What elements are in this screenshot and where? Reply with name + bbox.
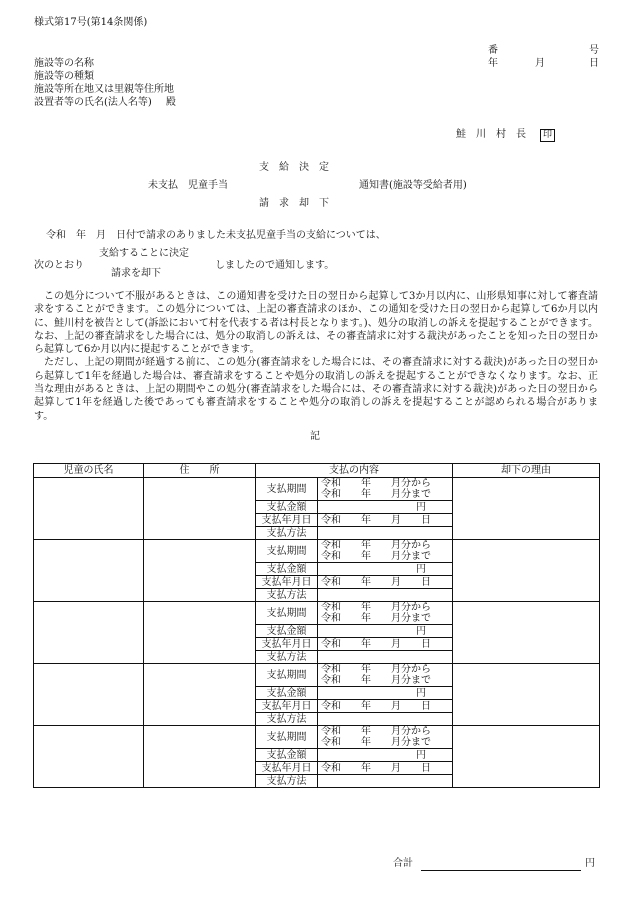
period-to: 令和 年 月分まで <box>321 551 431 562</box>
amount-value[interactable] <box>318 687 453 700</box>
issuer-name: 鮭 川 村 長 <box>456 129 526 140</box>
day-label: 日 <box>589 58 599 69</box>
date-value[interactable]: 令和 年 月 日 <box>318 638 453 651</box>
intro-suffix: しましたので通知します。 <box>215 260 335 271</box>
rejection-reason-cell[interactable] <box>453 478 600 540</box>
period-to: 令和 年 月分まで <box>321 489 431 500</box>
date-value[interactable]: 令和 年 月 日 <box>318 576 453 589</box>
period-label: 支払期間 <box>256 726 318 749</box>
method-value[interactable] <box>318 527 453 540</box>
title-right: 通知書(施設等受給者用) <box>359 180 467 191</box>
amount-unit: 円 <box>416 501 426 513</box>
title-left: 未支払 児童手当 <box>148 180 228 191</box>
date-label: 支払年月日 <box>256 576 318 589</box>
table-row <box>34 540 600 563</box>
amount-unit: 円 <box>416 687 426 699</box>
total-row <box>393 858 595 871</box>
intro-option-1: 支給することに決定 <box>99 248 189 259</box>
period-from: 令和 年 月分から <box>321 602 431 613</box>
total-label: 合計 <box>393 858 413 869</box>
address-cell[interactable] <box>144 602 256 664</box>
period-to: 令和 年 月分まで <box>321 613 431 624</box>
amount-unit: 円 <box>416 625 426 637</box>
address-cell[interactable] <box>144 478 256 540</box>
addressee-line-4 <box>34 97 176 110</box>
amount-value[interactable] <box>318 749 453 762</box>
table-body <box>34 478 600 788</box>
period-value[interactable] <box>318 726 453 749</box>
addressee-line-3: 施設等所在地又は里親等住所地 <box>34 84 174 95</box>
method-label: 支払方法 <box>256 775 318 788</box>
amount-value[interactable] <box>318 501 453 514</box>
rejection-reason-cell[interactable] <box>453 540 600 602</box>
child-name-cell[interactable] <box>34 664 144 726</box>
date-value[interactable]: 令和 年 月 日 <box>318 762 453 775</box>
total-input-line[interactable] <box>421 859 581 871</box>
rejection-reason-cell[interactable] <box>453 602 600 664</box>
period-value[interactable] <box>318 540 453 563</box>
date-label: 支払年月日 <box>256 514 318 527</box>
month-label: 月 <box>535 58 545 69</box>
period-from: 令和 年 月分から <box>321 540 431 551</box>
amount-label: 支払金額 <box>256 625 318 638</box>
appeal-notice <box>34 290 598 423</box>
amount-unit: 円 <box>416 563 426 575</box>
method-label: 支払方法 <box>256 527 318 540</box>
title-top: 支 給 決 定 <box>259 162 329 173</box>
date-value[interactable]: 令和 年 月 日 <box>318 514 453 527</box>
method-value[interactable] <box>318 713 453 726</box>
seal-stamp: 印 <box>540 129 555 142</box>
address-cell[interactable] <box>144 664 256 726</box>
amount-label: 支払金額 <box>256 687 318 700</box>
form-number: 様式第17号(第14条関係) <box>34 17 148 28</box>
ki-label: 記 <box>310 431 320 442</box>
period-value[interactable] <box>318 664 453 687</box>
ban-label: 番 <box>488 45 498 56</box>
table-row <box>34 602 600 625</box>
amount-value[interactable] <box>318 625 453 638</box>
intro-prefix: 次のとおり <box>34 260 84 271</box>
period-from: 令和 年 月分から <box>321 664 431 675</box>
method-value[interactable] <box>318 589 453 602</box>
table-row <box>34 664 600 687</box>
table-row <box>34 726 600 749</box>
period-from: 令和 年 月分から <box>321 478 431 489</box>
child-name-cell[interactable] <box>34 726 144 788</box>
amount-label: 支払金額 <box>256 749 318 762</box>
method-value[interactable] <box>318 651 453 664</box>
issuer <box>456 129 555 142</box>
addressee-line-2: 施設等の種類 <box>34 71 94 82</box>
period-from: 令和 年 月分から <box>321 726 431 737</box>
year-label: 年 <box>488 58 498 69</box>
date-value[interactable]: 令和 年 月 日 <box>318 700 453 713</box>
appeal-paragraph-2: ただし、上記の期間が経過する前に、この処分(審査請求をした場合には、その審査請求に対する裁決)があった日の翌日から起算して1年を経過した場合は、審査請求をすることや処分の取消しの訴えを提起することができなくなります。なお、正当な理由があるときは、上記の期間やこの処分(審査請求をした場合には、その審査請求に対する裁決)があった日の翌日から起算して1年を経過した後であっても審査請求をすることや処分の取消しの訴えを提起することが認められる場合があります。 <box>34 357 598 422</box>
table-header-row <box>34 464 600 478</box>
period-value[interactable] <box>318 478 453 501</box>
amount-unit: 円 <box>416 749 426 761</box>
period-label: 支払期間 <box>256 664 318 687</box>
header-address: 住 所 <box>144 464 256 478</box>
header-payment-content: 支払の内容 <box>256 464 453 478</box>
honorific: 殿 <box>165 97 176 108</box>
period-label: 支払期間 <box>256 478 318 501</box>
method-label: 支払方法 <box>256 713 318 726</box>
period-to: 令和 年 月分まで <box>321 675 431 686</box>
intro-option-2: 請求を却下 <box>111 268 161 279</box>
child-name-cell[interactable] <box>34 540 144 602</box>
header-child-name: 児童の氏名 <box>34 464 144 478</box>
table-row <box>34 478 600 501</box>
period-label: 支払期間 <box>256 540 318 563</box>
child-name-cell[interactable] <box>34 478 144 540</box>
period-to: 令和 年 月分まで <box>321 737 431 748</box>
method-value[interactable] <box>318 775 453 788</box>
amount-label: 支払金額 <box>256 563 318 576</box>
total-unit: 円 <box>585 858 595 869</box>
payment-table <box>33 463 600 788</box>
address-cell[interactable] <box>144 726 256 788</box>
date-label: 支払年月日 <box>256 762 318 775</box>
rejection-reason-cell[interactable] <box>453 664 600 726</box>
addressee-line-1: 施設等の名称 <box>34 58 94 69</box>
address-cell[interactable] <box>144 540 256 602</box>
method-label: 支払方法 <box>256 589 318 602</box>
header-rejection-reason: 却下の理由 <box>453 464 600 478</box>
appeal-paragraph-1: この処分について不服があるときは、この通知書を受けた日の翌日から起算して3か月以内に、山形県知事に対して審査請求をすることができます。この処分については、上記の審査請求のほか、この通知を受けた日の翌日から起算して6か月以内に、鮭川村を被告として(訴訟において村を代表する者は村長となります。)、処分の取消しの訴えを提起することができます。なお、上記の審査請求をした場合には、処分の取消しの訴えは、その審査請求に対する裁決があったことを知った日の翌日から起算して6か月以内に提起することができます。 <box>34 291 598 356</box>
method-label: 支払方法 <box>256 651 318 664</box>
title-bottom: 請 求 却 下 <box>259 198 329 209</box>
child-name-cell[interactable] <box>34 602 144 664</box>
go-label: 号 <box>589 45 599 56</box>
rejection-reason-cell[interactable] <box>453 726 600 788</box>
amount-value[interactable] <box>318 563 453 576</box>
amount-label: 支払金額 <box>256 501 318 514</box>
addressee-name-label: 設置者等の氏名(法人名等) <box>34 97 152 108</box>
intro-line-1: 令和 年 月 日付で請求のありました未支払児童手当の支給については、 <box>46 230 386 241</box>
period-value[interactable] <box>318 602 453 625</box>
period-label: 支払期間 <box>256 602 318 625</box>
date-label: 支払年月日 <box>256 700 318 713</box>
date-label: 支払年月日 <box>256 638 318 651</box>
